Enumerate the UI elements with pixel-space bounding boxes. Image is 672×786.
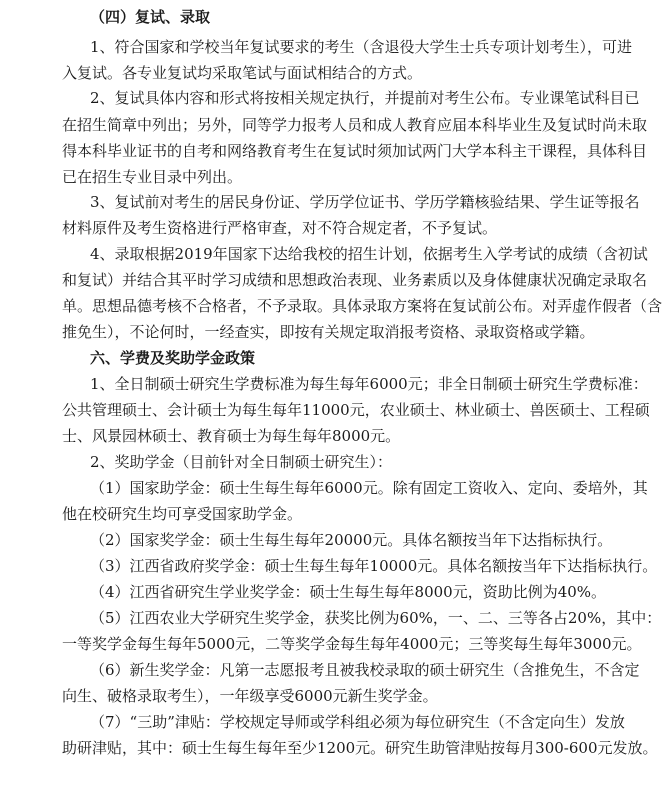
s6-p3-line-2: 他在校研究生均可享受国家助学金。 xyxy=(62,505,303,523)
s4-p2-line-4: 已在招生专业目录中列出。 xyxy=(62,168,243,186)
s4-p4-line-1: 4、录取根据2019年国家下达给我校的招生计划，依据考生入学考试的成绩（含初试 xyxy=(90,245,648,263)
s6-p7-line-1: （5）江西农业大学研究生奖学金，获奖比例为60%，一、二、三等各占20%，其中： xyxy=(90,609,662,627)
s4-p4-line-4: 推免生），不论何时，一经查实，即按有关规定取消报考资格、录取资格或学籍。 xyxy=(62,323,595,341)
s4-p1-line-2: 入复试。各专业复试均采取笔试与面试相结合的方式。 xyxy=(62,64,423,82)
s6-p9-line-2: 助研津贴，其中：硕士生每生每年至少1200元。研究生助管津贴按每月300-600元发放。 xyxy=(62,739,658,757)
s4-p2-line-2: 在招生简章中列出；另外，同等学力报考人员和成人教育应届本科毕业生及复试时尚未取 xyxy=(62,116,648,134)
s4-p3-line-1: 3、复试前对考生的居民身份证、学历学位证书、学历学籍核验结果、学生证等报名 xyxy=(90,193,640,211)
s4-p4-line-2: 和复试）并结合其平时学习成绩和思想政治表现、业务素质以及身体健康状况确定录取名 xyxy=(62,271,648,289)
s6-p8-line-1: （6）新生奖学金：凡第一志愿报考且被我校录取的硕士研究生（含推免生，不含定 xyxy=(90,661,640,679)
section-6-heading: 六、学费及奖助学金政策 xyxy=(90,349,256,367)
s6-p6-line-1: （4）江西省研究生学业奖学金：硕士生每生每年8000元，资助比例为40%。 xyxy=(90,583,607,601)
s4-p4-line-3: 单。思想品德考核不合格者，不予录取。具体录取方案将在复试前公布。对弄虚作假者（含 xyxy=(62,297,663,315)
s6-p5-line-1: （3）江西省政府奖学金：硕士生每生每年10000元。具体名额按当年下达指标执行。 xyxy=(90,557,658,575)
s4-p3-line-2: 材料原件及考生资格进行严格审查，对不符合规定者，不予复试。 xyxy=(62,219,498,237)
s4-p1-line-1: 1、符合国家和学校当年复试要求的考生（含退役大学生士兵专项计划考生），可进 xyxy=(90,38,633,56)
s6-p1-line-2: 公共管理硕士、会计硕士为每生每年11000元，农业硕士、林业硕士、兽医硕士、工程硕 xyxy=(62,401,650,419)
s6-p1-line-3: 士、风景园林硕士、教育硕士为每生每年8000元。 xyxy=(62,427,401,445)
s6-p2-line-1: 2、奖助学金（目前针对全日制硕士研究生）： xyxy=(90,453,393,471)
s4-p2-line-1: 2、复试具体内容和形式将按相关规定执行，并提前对考生公布。专业课笔试科目已 xyxy=(90,89,640,107)
s6-p8-line-2: 向生、破格录取考生），一年级享受6000元新生奖学金。 xyxy=(62,687,438,705)
s6-p9-line-1: （7）“三助”津贴：学校规定导师或学科组必须为每位研究生（不含定向生）发放 xyxy=(90,713,625,731)
s4-p2-line-3: 得本科毕业证书的自考和网络教育考生在复试时须加试两门大学本科主干课程，具体科目 xyxy=(62,142,648,160)
s6-p4-line-1: （2）国家奖学金：硕士生每生每年20000元。具体名额按当年下达指标执行。 xyxy=(90,531,613,549)
section-4-heading: （四）复试、录取 xyxy=(90,8,211,26)
s6-p7-line-2: 一等奖学金每生每年5000元，二等奖学金每生每年4000元；三等奖每生每年3000元。 xyxy=(62,635,642,653)
s6-p1-line-1: 1、全日制硕士研究生学费标准为每生每年6000元；非全日制硕士研究生学费标准： xyxy=(90,375,648,393)
s6-p3-line-1: （1）国家助学金：硕士生每生每年6000元。除有固定工资收入、定向、委培外，其 xyxy=(90,479,648,497)
